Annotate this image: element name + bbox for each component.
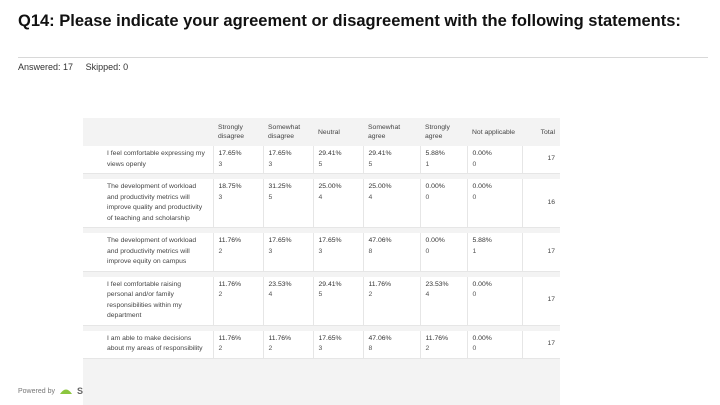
cell-count: 3 [318,345,323,352]
results-table [83,118,560,359]
column-header: Somewhat disagree [263,118,313,146]
row-label: I feel comfortable raising personal and/or family responsibilities within my department [83,277,213,326]
response-cell [363,331,420,359]
cell-count: 2 [268,345,273,352]
cell-count: 5 [318,160,323,168]
cell-percent: 23.53% [425,280,449,288]
cell-count: 4 [368,193,373,201]
cell-count: 5 [268,193,273,201]
cell-percent: 17.65% [318,334,342,342]
cell-count: 8 [368,345,373,352]
table-header-row [83,118,560,146]
cell-count: 5 [318,291,323,298]
response-cell [467,277,522,326]
results-table-container [83,118,560,405]
surveymonkey-logo-icon [59,387,73,395]
cell-percent: 0.00% [472,183,492,190]
cell-percent: 0.00% [425,183,445,190]
row-total: 17 [522,233,560,271]
cell-count: 2 [218,345,223,352]
table-row [83,233,560,271]
response-cell [213,179,263,228]
response-cell [263,331,313,359]
column-header: Strongly disagree [213,118,263,146]
cell-percent: 0.00% [472,150,492,157]
cell-count: 2 [425,345,430,352]
response-cell [420,331,467,359]
response-cell [213,331,263,359]
cell-count: 3 [268,247,273,255]
cell-count: 0 [425,193,430,201]
cell-count: 4 [268,291,273,298]
cell-percent: 25.00% [318,183,342,190]
response-cell [363,146,420,174]
cell-count: 0 [472,160,477,168]
cell-count: 3 [318,247,323,255]
response-cell [420,179,467,228]
cell-percent: 29.41% [318,150,342,157]
response-cell [263,179,313,228]
cell-count: 3 [218,193,223,201]
cell-count: 0 [472,345,477,352]
response-cell [263,277,313,326]
row-total: 16 [522,179,560,228]
cell-percent: 18.75% [218,183,242,190]
response-cell [363,179,420,228]
table-body [83,146,560,358]
table-row [83,331,560,359]
response-cell [420,233,467,271]
response-cell [313,146,363,174]
cell-percent: 11.76% [425,334,449,342]
cell-count: 0 [472,291,477,298]
row-label: I feel comfortable expressing my views openly [83,146,213,174]
skipped-count: Skipped: 0 [85,62,129,72]
cell-count: 4 [318,193,323,201]
cell-percent: 17.65% [218,150,242,157]
response-cell [213,233,263,271]
cell-percent: 5.88% [472,237,492,244]
cell-percent: 17.65% [268,150,292,157]
response-cell [213,277,263,326]
column-header: Neutral [313,118,363,146]
logo-letter: S [76,386,83,396]
cell-count: 1 [425,160,430,168]
response-stats [18,62,138,72]
table-row [83,179,560,228]
cell-percent: 47.06% [368,237,392,244]
row-total: 17 [522,146,560,174]
response-cell [420,146,467,174]
row-label: I am able to make decisions about my areas of responsibility [83,331,213,359]
column-header: Strongly agree [420,118,467,146]
response-cell [263,146,313,174]
column-header: Somewhat agree [363,118,420,146]
cell-percent: 31.25% [268,183,292,190]
response-cell [263,233,313,271]
response-cell [467,179,522,228]
row-total: 17 [522,277,560,326]
cell-percent: 0.00% [472,334,492,342]
cell-count: 2 [218,247,223,255]
cell-percent: 25.00% [368,183,392,190]
cell-count: 0 [472,193,477,201]
answered-count: Answered: 17 [18,62,74,72]
header-empty [83,118,213,146]
cell-count: 5 [368,160,373,168]
cell-percent: 11.76% [218,237,242,244]
row-label: The development of workload and productivity metrics will improve equity on campus [83,233,213,271]
cell-percent: 0.00% [472,280,492,288]
column-header: Not applicable [467,118,522,146]
cell-percent: 17.65% [268,237,292,244]
cell-count: 2 [368,291,373,298]
cell-percent: 17.65% [318,237,342,244]
response-cell [467,331,522,359]
cell-percent: 23.53% [268,280,292,288]
row-total: 17 [522,331,560,359]
response-cell [313,331,363,359]
cell-count: 3 [268,160,273,168]
cell-count: 4 [425,291,430,298]
response-cell [363,233,420,271]
cell-percent: 29.41% [368,150,392,157]
cell-count: 1 [472,247,477,255]
response-cell [420,277,467,326]
cell-count: 3 [218,160,223,168]
response-cell [313,277,363,326]
cell-percent: 0.00% [425,237,445,244]
powered-by-text: Powered by [18,387,55,395]
response-cell [313,179,363,228]
question-title: Q14: Please indicate your agreement or disagreement with the following statements: [18,12,681,30]
cell-percent: 11.76% [218,334,242,342]
cell-percent: 47.06% [368,334,392,342]
cell-percent: 11.76% [368,280,392,288]
response-cell [467,233,522,271]
column-header-total: Total [522,118,560,146]
title-divider [18,57,708,58]
footer [18,386,83,396]
response-cell [467,146,522,174]
table-row [83,146,560,174]
response-cell [313,233,363,271]
cell-count: 8 [368,247,373,255]
response-cell [363,277,420,326]
row-label: The development of workload and productivity metrics will improve quality and productivity of teaching and scholarship [83,179,213,228]
cell-percent: 5.88% [425,150,445,157]
cell-count: 2 [218,291,223,298]
table-row [83,277,560,326]
cell-percent: 11.76% [218,280,242,288]
cell-count: 0 [425,247,430,255]
response-cell [213,146,263,174]
cell-percent: 11.76% [268,334,292,342]
cell-percent: 29.41% [318,280,342,288]
